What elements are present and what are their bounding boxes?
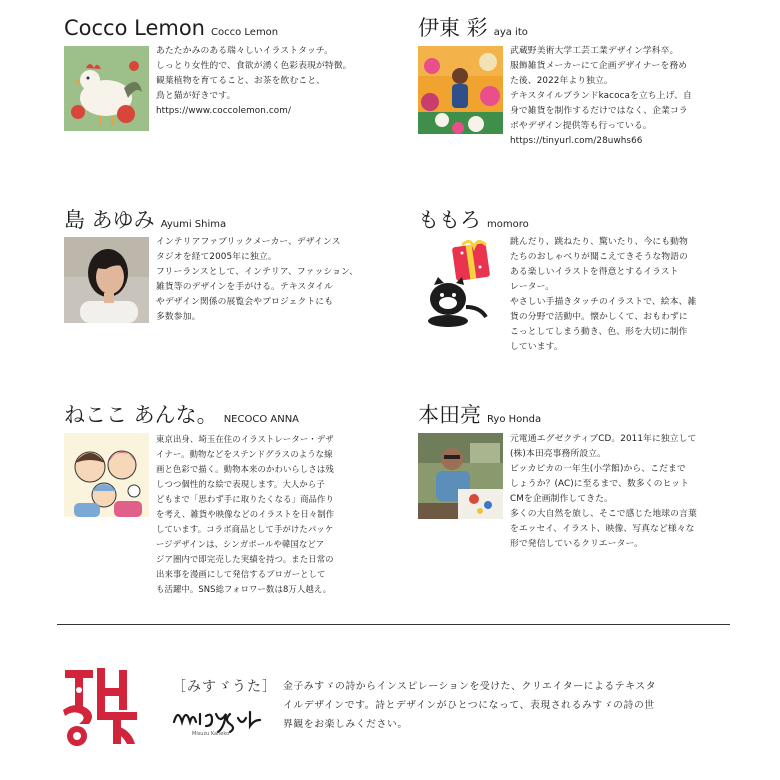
signature-sub-text: Misuzu Kaneko — [192, 731, 230, 736]
artist-card-cocco-lemon — [64, 16, 364, 116]
artist-heading — [64, 210, 364, 231]
misuzuuta-logo-icon — [57, 660, 149, 752]
artist-heading — [64, 405, 364, 426]
artist-bio — [510, 432, 715, 552]
artist-name: 本田亮 — [418, 403, 481, 427]
bio-line: をエッセイ、イラスト、映像、写真など様々な — [510, 524, 695, 534]
bio-line: ジア圏内で即完売した実績を持つ。また日常の — [156, 554, 334, 564]
artist-card-ayumi-shima — [64, 208, 364, 322]
bio-line: 貨の分野で活動中。懐かしくて、おもわずに — [510, 312, 688, 322]
bio-line: 観葉植物を育てること、お茶を飲むこと、 — [156, 76, 326, 86]
bio-line: た後、2022年より独立。 — [510, 76, 613, 86]
bio-line: も活躍中。SNS総フォロワー数は8万人越え。 — [156, 584, 332, 594]
bio-line: フリーランスとして、インテリア、ファッション、 — [156, 267, 359, 277]
artist-heading — [64, 18, 364, 39]
bio-line: ある楽しいイラストを得意とするイラスト — [510, 267, 679, 277]
brand-wordmark: ［みすゞうた］ — [172, 679, 277, 695]
cat-with-gift-illustration-icon — [418, 237, 503, 332]
bio-line: しっとり女性的で、食欲が湧く色彩表現が特徴。 — [156, 61, 352, 71]
artist-bio — [156, 235, 361, 325]
bio-line: しつつ個性的な絵で表現します。大人から子 — [156, 479, 325, 489]
bio-link[interactable]: https://www.coccolemon.com/ — [156, 106, 292, 116]
artist-card-ryo-honda — [418, 403, 718, 549]
artist-roman-name: NECOCO ANNA — [223, 414, 300, 425]
bio-line: 雑貨等のデザインを手がける。テキスタイル — [156, 282, 333, 292]
artist-card-necoco-anna — [64, 403, 364, 594]
bio-line: やデザイン関係の展覧会やプロジェクトにも — [156, 297, 334, 307]
bio-line: あたたかみのある瑞々しいイラストタッチ。 — [156, 46, 334, 56]
artist-heading — [418, 210, 718, 231]
bio-line: CMを企画制作してきた。 — [510, 494, 613, 504]
bio-line: どもまで「思わず手に取りたくなる」商品作り — [156, 494, 334, 504]
footer-description — [283, 677, 753, 734]
bio-line: 武蔵野美術大学工芸工業デザイン学科卒。 — [510, 46, 679, 56]
footer-line: 金子みすゞの詩からインスピレーションを受けた、クリエイターによるテキスタ — [283, 681, 657, 692]
artist-bio — [156, 432, 361, 597]
bio-line: 形で発信しているクリエーター。 — [510, 539, 643, 549]
bio-line: しています。コラボ商品として手がけたパッケ — [156, 524, 334, 534]
bio-line: 跳んだり、跳ねたり、驚いたり、今にも動物 — [510, 237, 688, 247]
artist-name: 島 あゆみ — [64, 208, 155, 232]
bio-line: やさしい手描きタッチのイラストで、絵本、雑 — [510, 297, 697, 307]
bio-line: たちのおしゃべりが聞こえてきそうな物語の — [510, 252, 688, 262]
bio-line: テキスタイルブランドkacocaを立ち上げ、自 — [510, 91, 692, 101]
bio-line: を考え、雑貨や映像などのイラストを日々制作 — [156, 509, 335, 519]
artist-bio — [510, 44, 715, 149]
bio-line: 東京出身、埼玉在住のイラストレーター・デザ — [156, 434, 334, 444]
bio-line: 多くの大自然を旅し、そこで感じた地球の言葉 — [510, 509, 697, 519]
artist-roman-name: Cocco Lemon — [211, 27, 279, 38]
bio-line: タジオを経て2005年に独立。 — [156, 252, 277, 262]
artist-roman-name: momoro — [487, 219, 529, 230]
artist-roman-name: Ryo Honda — [487, 414, 542, 425]
bio-line: 画と色彩で描く。動物本来のかわいらしさは残 — [156, 464, 334, 474]
bio-line: こっとしてしまう動き、色、形を大切に制作 — [510, 327, 688, 337]
man-painting-photo-icon — [418, 433, 503, 519]
bio-line: ージデザインは、シンガポールや韓国などア — [156, 539, 325, 549]
artist-bio — [156, 44, 361, 119]
artist-name: Cocco Lemon — [64, 16, 205, 40]
bio-line: 元電通エグゼクティブCD。2011年に独立して — [510, 434, 697, 444]
artist-heading — [418, 18, 718, 39]
bio-line: ボやデザイン提供等も行っている。 — [510, 121, 652, 131]
rooster-illustration-icon — [64, 46, 149, 131]
bio-line: 多数参加。 — [156, 312, 201, 322]
section-divider — [57, 624, 730, 625]
bio-line: (株)本田亮事務所設立。 — [510, 449, 607, 459]
artist-name: ねここ あんな。 — [64, 403, 218, 427]
bio-line: 身で雑貨を制作するだけではなく、企業コラ — [510, 106, 688, 116]
artist-card-momoro — [418, 208, 718, 352]
bio-link[interactable]: https://tinyurl.com/28uwhs66 — [510, 136, 643, 146]
footer-line: イルデザインです。詩とデザインがひとつになって、表現されるみすゞの詩の世 — [283, 700, 655, 711]
footer-line: 界観をお楽しみください。 — [283, 719, 408, 730]
bio-line: 服飾雑貨メーカーにて企画デザイナーを務め — [510, 61, 688, 71]
bio-line: しています。 — [510, 342, 563, 352]
artist-roman-name: Ayumi Shima — [160, 219, 227, 230]
bio-line: 出来事を漫画にして発信するブロガーとして — [156, 569, 326, 579]
artist-heading — [418, 405, 718, 426]
artist-bio — [510, 235, 715, 355]
bio-line: インテリアファブリックメーカー、デザインス — [156, 237, 341, 247]
bio-line: 鳥と猫が好きです。 — [156, 91, 236, 101]
artist-roman-name: aya ito — [493, 27, 528, 38]
artist-name: ももろ — [418, 208, 481, 232]
bio-line: イナー。動物などをステンドグラスのような線 — [156, 449, 333, 459]
bio-line: レーター。 — [510, 282, 555, 292]
portrait-photo-icon — [64, 237, 149, 323]
artist-card-aya-ito — [418, 16, 718, 146]
bio-line: ピッカピカの一年生(小学館)から、こだまで — [510, 464, 686, 474]
flower-garden-illustration-icon — [418, 46, 503, 134]
signature-logo-icon — [170, 702, 265, 736]
family-illustration-icon — [64, 433, 149, 517]
bio-line: しょうか？(AC)に至るまで、数多くのヒット — [510, 479, 689, 489]
artist-name: 伊東 彩 — [418, 16, 488, 40]
